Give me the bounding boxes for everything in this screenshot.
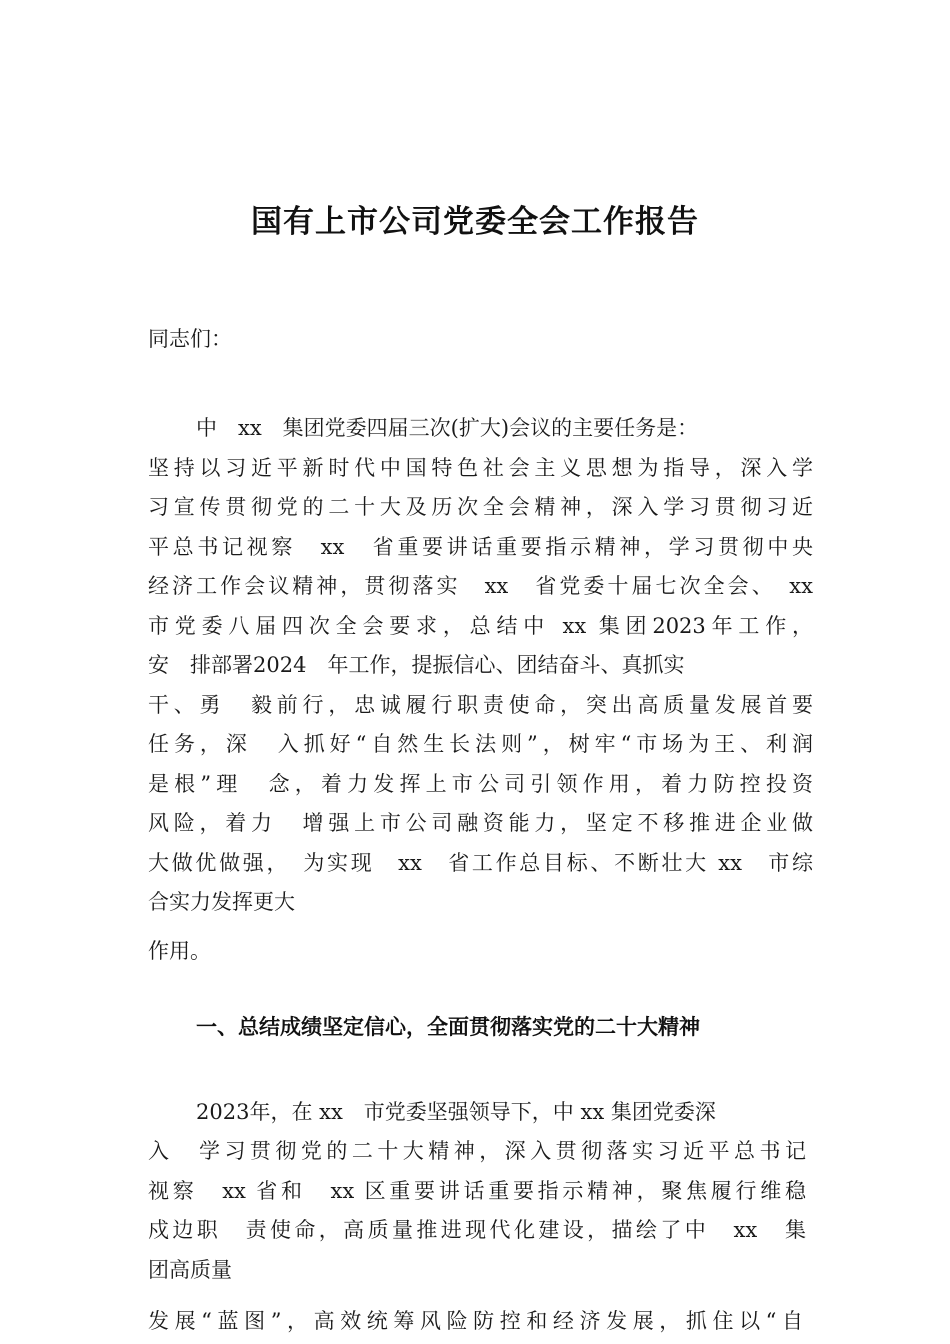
paragraph-line: 中 xx 集团党委四届三次(扩大)会议的主要任务是： [196,416,699,440]
section-heading: 一、总结成绩坚定信心，全面贯彻落实党的二十大精神 [196,1015,700,1039]
paragraph-line: 入 学习贯彻党的二十大精神，深入贯彻落实习近平总书记 [148,1139,806,1163]
paragraph-line: 视察 xx 省和 xx 区重要讲话重要指示精神，聚焦履行维稳 [148,1179,806,1203]
document-title: 国有上市公司党委全会工作报告 [251,204,699,240]
paragraph-line: 任务，深 入抓好“自然生长法则”，树牢“市场为王、利润 [148,732,813,756]
paragraph-line: 合实力发挥更大 [148,890,295,914]
salutation: 同志们： [148,327,232,351]
paragraph-line: 2023年，在 xx 市党委坚强领导下，中 xx 集团党委深 [196,1100,716,1124]
paragraph-line: 大做优做强， 为实现 xx 省工作总目标、不断壮大 xx 市综 [148,851,813,875]
paragraph-line: 平总书记视察 xx 省重要讲话重要指示精神，学习贯彻中央 [148,535,813,559]
paragraph-line: 团高质量 [148,1258,232,1282]
paragraph-line: 发展“蓝图”，高效统筹风险防控和经济发展，抓住以“自 [148,1309,803,1333]
paragraph-line: 干、勇 毅前行，忠诚履行职责使命，突出高质量发展首要 [148,693,813,717]
paragraph-line: 是根”理 念，着力发挥上市公司引领作用，着力防控投资 [148,772,813,796]
paragraph-line: 戍边职 责使命，高质量推进现代化建设，描绘了中 xx 集 [148,1218,806,1242]
paragraph-line: 作用。 [148,939,211,963]
paragraph-line: 坚持以习近平新时代中国特色社会主义思想为指导，深入学 [148,456,813,480]
paragraph-line: 市党委八届四次全会要求，总结中 xx 集团2023年工作， [148,614,813,638]
paragraph-line: 风险，着力 增强上市公司融资能力，坚定不移推进企业做 [148,811,813,835]
paragraph-line: 安 排部署2024 年工作，提振信心、团结奋斗、真抓实 [148,653,685,677]
paragraph-line: 习宣传贯彻党的二十大及历次全会精神，深入学习贯彻习近 [148,495,813,519]
paragraph-line: 经济工作会议精神，贯彻落实 xx 省党委十届七次全会、 xx [148,574,813,598]
